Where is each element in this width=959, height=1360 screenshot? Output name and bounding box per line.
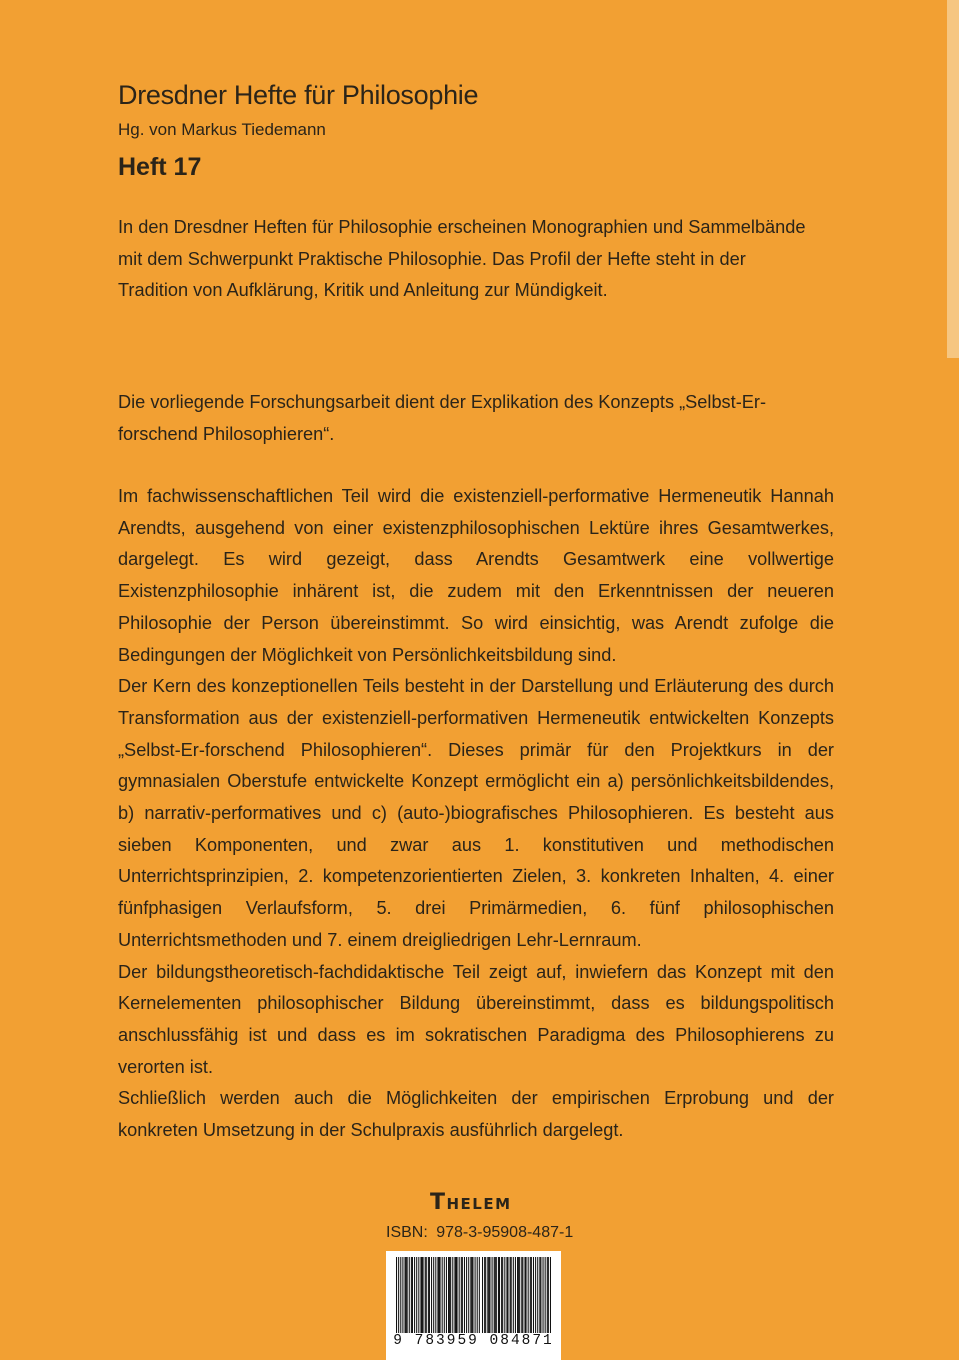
barcode-bar (414, 1257, 415, 1333)
barcode-bar (396, 1257, 397, 1333)
barcode-bar (400, 1257, 401, 1333)
barcode-bar (471, 1257, 472, 1333)
barcode-bar (444, 1257, 445, 1333)
barcode-bar (462, 1257, 463, 1333)
page-edge-highlight (947, 0, 959, 358)
barcode-bar (511, 1257, 512, 1333)
barcode-bar (496, 1257, 497, 1333)
barcode-bar (539, 1257, 540, 1333)
barcode-bar (521, 1257, 522, 1333)
barcode-bar (418, 1257, 419, 1333)
barcode-bar (537, 1257, 538, 1333)
barcode-bar (464, 1257, 465, 1333)
barcode-bar (528, 1257, 529, 1333)
barcode-bar (448, 1257, 449, 1333)
series-editor: Hg. von Markus Tiedemann (118, 120, 326, 139)
barcode-bar (435, 1257, 436, 1333)
barcode-bar (412, 1257, 413, 1333)
barcode-bar (543, 1257, 544, 1333)
barcode-bar (499, 1257, 500, 1333)
series-title: Dresdner Hefte für Philosophie (118, 80, 479, 110)
barcode-bar (517, 1257, 518, 1333)
abstract-paragraph-1: Im fachwissenschaftlichen Teil wird die existenziell-performative Hermeneutik Hannah Arendts, ausgehend von einer existenzphilosophischen Lektüre ihres Gesamtwerkes, dargelegt. Es wird gezeigt, dass Arendts Gesamtwerk eine vollwertige Existenzphilosophie inhärent ist, die zudem mit den Erkenntnissen der neueren Philosophie der Person übereinstimmt. So wird einsichtig, was Arendt zufolge die Bedingungen der Möglichkeit von Persönlichkeitsbildung sind. (118, 486, 834, 665)
barcode-bar (550, 1257, 551, 1333)
barcode-bar (438, 1257, 439, 1333)
abstract-paragraph-4: Schließlich werden auch die Möglichkeiten der empirischen Erprobung und der konkreten Umsetzung in der Schulpraxis ausführlich dargelegt. (118, 1088, 834, 1141)
barcode-bar (513, 1257, 514, 1333)
abstract-paragraph-2: Der Kern des konzeptionellen Teils besteht in der Darstellung und Erläuterung des durch Transformation aus der existenziell-performativen Hermeneutik entwickelten Konzepts „Selbst-Er-forschend Philosophieren“. Dieses primär für den Projektkurs in der gymnasialen Oberstufe entwickelte Konzept ermöglicht ein a) persönlichkeitsbildendes, b) narrativ-performatives und c) (auto-)biografisches Philosophieren. Es besteht aus sieben Komponenten, und zwar aus 1. konstitutiven und methodischen Unterrichtsprinzipien, 2. kompetenzorientierten Zielen, 3. konkreten Inhalten, 4. einer fünfphasigen Verlaufsform, 5. drei Primärmedien, 6. fünf philosophischen Unterrichtsmethoden und 7. einem dreigliedrigen Lehr-Lernraum. (118, 676, 834, 950)
barcode-bar (501, 1257, 502, 1333)
barcode-bar (426, 1257, 427, 1333)
barcode-bar (466, 1257, 467, 1333)
barcode-bar (475, 1257, 476, 1333)
barcode-bar (495, 1257, 496, 1333)
barcode-bar (533, 1257, 534, 1333)
barcode-bar (440, 1257, 441, 1333)
barcode-bar (482, 1257, 483, 1333)
barcode-bar (485, 1257, 486, 1333)
barcode-bar (530, 1257, 531, 1333)
barcode-bar (446, 1257, 447, 1333)
publisher-name: Thelem (430, 1190, 512, 1215)
barcode-bar (425, 1257, 426, 1333)
barcode-digits: 9 783959 084871 (393, 1333, 554, 1349)
barcode-bar (429, 1257, 430, 1333)
barcode-bar (468, 1257, 469, 1333)
barcode-bar (450, 1257, 451, 1333)
barcode-bar (472, 1257, 473, 1333)
barcode-bar (459, 1257, 460, 1333)
isbn: ISBN: 978-3-95908-487-1 (386, 1224, 574, 1241)
barcode-bar (461, 1257, 462, 1333)
barcode-bar (421, 1257, 422, 1333)
barcode-bars (396, 1257, 551, 1333)
barcode-bar (407, 1257, 408, 1333)
barcode-bar (484, 1257, 485, 1333)
barcode-bar (548, 1257, 549, 1333)
barcode-bar (506, 1257, 507, 1333)
barcode-bar (454, 1257, 455, 1333)
barcode-bar (411, 1257, 412, 1333)
barcode-bar (524, 1257, 525, 1333)
barcode-bar (519, 1257, 520, 1333)
barcode-bar (518, 1257, 519, 1333)
barcode-bar (406, 1257, 407, 1333)
abstract (118, 481, 834, 1147)
barcode-bar (510, 1257, 511, 1333)
barcode-bar (420, 1257, 421, 1333)
barcode-bar (437, 1257, 438, 1333)
barcode-bar (498, 1257, 499, 1333)
publisher-logo (430, 1190, 512, 1215)
barcode-bar (489, 1257, 490, 1333)
barcode-bar (540, 1257, 541, 1333)
barcode-bar (515, 1257, 516, 1333)
barcode-bar (494, 1257, 495, 1333)
barcode-bar (449, 1257, 450, 1333)
barcode-bar (479, 1257, 480, 1333)
barcode-bar (504, 1257, 505, 1333)
barcode-bar (433, 1257, 434, 1333)
abstract-paragraph-3: Der bildungstheoretisch-fachdidaktische Teil zeigt auf, inwiefern das Konzept mit den Kernelementen philosophischer Bildung übereinstimmt, dass es bildungspolitisch anschlussfähig ist und dass es im sokratischen Paradigma des Philosophierens zu verorten ist. (118, 961, 834, 1077)
barcode-bar (492, 1257, 493, 1333)
series-description: In den Dresdner Heften für Philosophie erscheinen Monographien und Sammelbände mit dem Schwerpunkt Praktische Philosophie. Das Profil der Hefte steht in der Tradition von Aufklärung, Kritik und Anleitung zur Mündigkeit. (118, 217, 806, 300)
barcode-bar (507, 1257, 508, 1333)
barcode-bar (404, 1257, 405, 1333)
barcode-bar (522, 1257, 523, 1333)
barcode-bar (526, 1257, 527, 1333)
barcode-bar (531, 1257, 532, 1333)
barcode-bar (535, 1257, 536, 1333)
barcode-bar (442, 1257, 443, 1333)
barcode (386, 1251, 561, 1360)
barcode-bar (409, 1257, 410, 1333)
barcode-bar (470, 1257, 471, 1333)
barcode-bar (545, 1257, 546, 1333)
barcode-bar (402, 1257, 403, 1333)
lead-paragraph: Die vorliegende Forschungsarbeit dient der Explikation des Konzepts „Selbst-Er-forschend Philosophieren“. (118, 392, 767, 444)
barcode-bar (452, 1257, 453, 1333)
barcode-bar (431, 1257, 432, 1333)
barcode-bar (487, 1257, 488, 1333)
barcode-bar (488, 1257, 489, 1333)
barcode-bar (423, 1257, 424, 1333)
barcode-bar (455, 1257, 456, 1333)
barcode-bar (502, 1257, 503, 1333)
barcode-bar (547, 1257, 548, 1333)
issue-number: Heft 17 (118, 153, 202, 181)
barcode-bar (398, 1257, 399, 1333)
barcode-bar (428, 1257, 429, 1333)
barcode-bar (477, 1257, 478, 1333)
barcode-bar (457, 1257, 458, 1333)
barcode-bar (416, 1257, 417, 1333)
